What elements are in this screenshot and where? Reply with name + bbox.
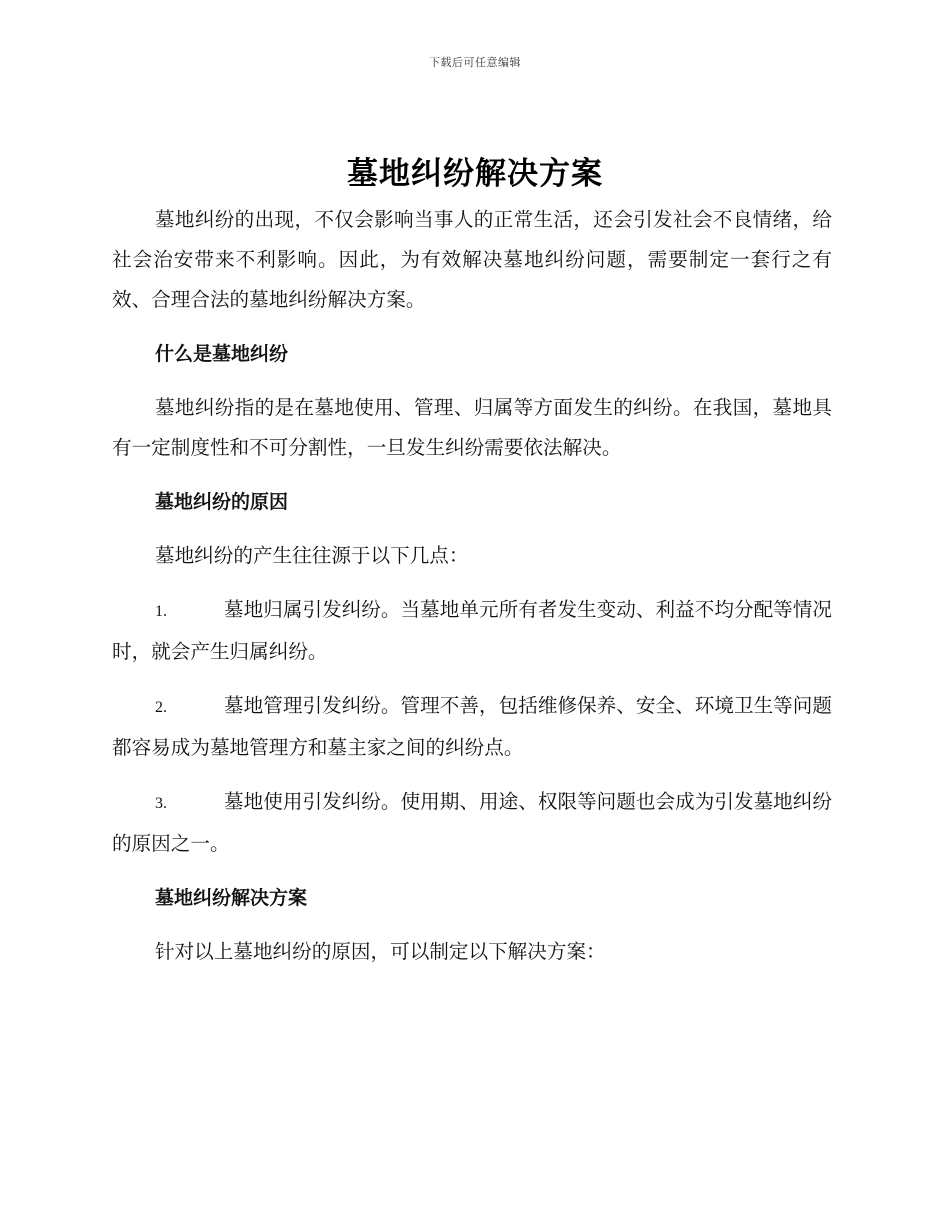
section-heading-solutions: 墓地纠纷解决方案 [155,887,308,909]
list-number: 3. [155,795,167,812]
solutions-intro-paragraph: 针对以上墓地纠纷的原因，可以制定以下解决方案： [155,940,606,963]
header-note: 下载后可任意编辑 [429,56,521,69]
causes-intro-paragraph: 墓地纠纷的产生往往源于以下几点： [155,544,469,567]
list-number: 2. [155,699,167,716]
list-item [112,590,832,672]
document-title: 墓地纠纷解决方案 [347,156,603,192]
list-item [112,686,832,768]
document-body [112,200,832,986]
list-item-text: 墓地管理引发纠纷。管理不善，包括维修保养、安全、环境卫生等问题都容易成为墓地管理方和墓主家之间的纠纷点。 [112,694,832,759]
list-item-text: 墓地归属引发纠纷。当墓地单元所有者发生变动、利益不均分配等情况时，就会产生归属纠纷。 [112,598,832,663]
list-number: 1. [155,603,167,620]
list-item-text: 墓地使用引发纠纷。使用期、用途、权限等问题也会成为引发墓地纠纷的原因之一。 [112,790,832,855]
section-heading-causes: 墓地纠纷的原因 [155,491,289,513]
intro-paragraph: 墓地纠纷的出现，不仅会影响当事人的正常生活，还会引发社会不良情绪，给社会治安带来不利影响。因此，为有效解决墓地纠纷问题，需要制定一套行之有效、合理合法的墓地纠纷解决方案。 [112,208,832,311]
list-item [112,782,832,864]
definition-paragraph: 墓地纠纷指的是在墓地使用、管理、归属等方面发生的纠纷。在我国，墓地具有一定制度性和不可分割性，一旦发生纠纷需要依法解决。 [112,396,832,459]
section-heading-definition: 什么是墓地纠纷 [155,343,289,365]
